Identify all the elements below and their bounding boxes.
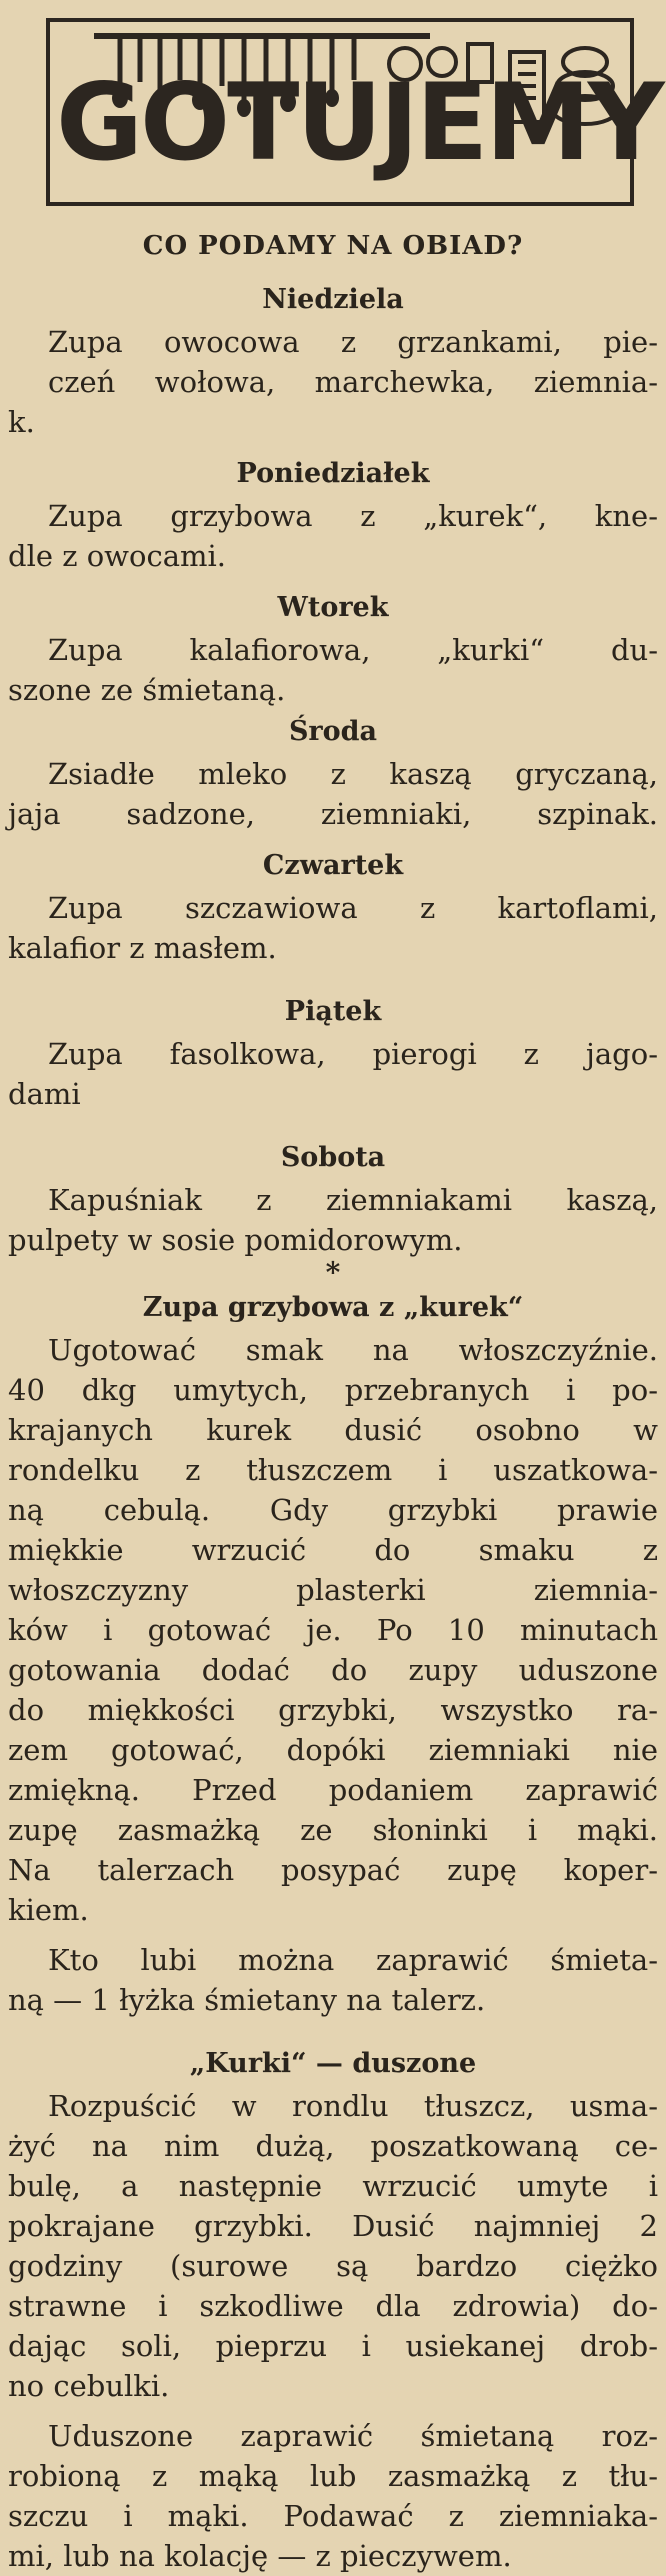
paragraph-line: rondelku z tłuszczem i uszatkowa- xyxy=(8,1453,658,1487)
paragraph-line: Kto lubi można zaprawić śmieta- xyxy=(48,1943,658,1977)
menu-line: Zupa szczawiowa z kartoflami, xyxy=(48,891,658,925)
paragraph-line: ków i gotować je. Po 10 minutach xyxy=(8,1613,658,1647)
day-menu-wednesday xyxy=(0,710,666,834)
paragraph-line: 40 dkg umytych, przebranych i po- xyxy=(8,1373,658,1407)
article-body xyxy=(0,226,666,2576)
paragraph-line: robioną z mąką lub zasmażką z tłu- xyxy=(8,2459,658,2493)
day-menu-tuesday xyxy=(0,586,666,710)
paragraph-line: godziny (surowe są bardzo ciężko xyxy=(8,2249,658,2283)
recipe-stewed-chanterelles xyxy=(0,2042,666,2576)
menu-line: k. xyxy=(8,405,35,439)
paragraph-line: Rozpuścić w rondlu tłuszcz, usma- xyxy=(48,2089,658,2123)
menu-line: szone ze śmietaną. xyxy=(8,673,286,707)
paragraph-line: dając soli, pieprzu i usiekanej drob- xyxy=(8,2329,658,2363)
paragraph-line: miękkie wrzucić do smaku z xyxy=(8,1533,658,1567)
paragraph-line: pokrajane grzybki. Dusić najmniej 2 xyxy=(8,2209,658,2243)
menu-line: dle z owocami. xyxy=(8,539,226,573)
recipe-mushroom-soup xyxy=(0,1286,666,2020)
article-title: CO PODAMY NA OBIAD? xyxy=(142,231,524,261)
menu-line: czeń wołowa, marchewka, ziemnia- xyxy=(48,365,658,399)
day-menu-saturday xyxy=(0,1136,666,1260)
logo-wordmark: GOTUJEMY xyxy=(56,61,662,184)
paragraph-line: strawne i szkodliwe dla zdrowia) do- xyxy=(8,2289,658,2323)
paragraph-line: Na talerzach posypać zupę koper- xyxy=(8,1853,658,1887)
recipe-heading: „Kurki“ — duszone xyxy=(189,2048,477,2079)
paragraph-line: mi, lub na kolację — z pieczywem. xyxy=(8,2539,512,2573)
day-heading: Sobota xyxy=(280,1142,386,1173)
paragraph-line: Ugotować smak na włoszczyźnie. xyxy=(48,1333,658,1367)
menu-line: Zsiadłe mleko z kaszą gryczaną, xyxy=(48,757,658,791)
paragraph-line: zupę zasmażką ze słoninki i mąki. xyxy=(8,1813,658,1847)
menu-line: pulpety w sosie pomidorowym. xyxy=(8,1223,463,1257)
day-heading: Poniedziałek xyxy=(236,458,430,489)
day-heading: Wtorek xyxy=(277,592,389,623)
menu-line: Zupa fasolkowa, pierogi z jago- xyxy=(48,1037,658,1071)
day-menu-thursday xyxy=(0,844,666,968)
menu-line: kalafior z masłem. xyxy=(8,931,277,965)
paragraph-line: krajanych kurek dusić osobno w xyxy=(8,1413,658,1447)
menu-line: Kapuśniak z ziemniakami kaszą, xyxy=(48,1183,658,1217)
paragraph-line: bulę, a następnie wrzucić umyte i xyxy=(8,2169,658,2203)
paragraph-line: do miękkości grzybki, wszystko ra- xyxy=(8,1693,658,1727)
paragraph-line: zem gotować, dopóki ziemniaki nie xyxy=(8,1733,658,1767)
paragraph-line: szczu i mąki. Podawać z ziemniaka- xyxy=(8,2499,658,2533)
paragraph-line: ną — 1 łyżka śmietany na talerz. xyxy=(8,1983,486,2017)
menu-line: dami xyxy=(8,1077,81,1111)
menu-line: Zupa grzybowa z „kurek“, kne- xyxy=(48,499,658,533)
day-heading: Piątek xyxy=(284,996,382,1027)
masthead-logo xyxy=(46,18,662,206)
day-menu-sunday xyxy=(0,278,666,442)
paragraph-line: gotowania dodać do zupy uduszone xyxy=(8,1653,658,1687)
menu-line: Zupa owocowa z grzankami, pie- xyxy=(48,325,658,359)
day-heading: Niedziela xyxy=(262,284,404,315)
paragraph-line: zmiękną. Przed podaniem zaprawić xyxy=(8,1773,658,1807)
paragraph-line: Uduszone zaprawić śmietaną roz- xyxy=(48,2419,658,2453)
paragraph-line: kiem. xyxy=(8,1893,89,1927)
paragraph-line: no cebulki. xyxy=(8,2369,170,2403)
day-menu-monday xyxy=(0,452,666,576)
paragraph-line: żyć na nim dużą, poszatkowaną ce- xyxy=(8,2129,658,2163)
separator-asterisk: * xyxy=(325,1256,341,1289)
recipe-heading: Zupa grzybowa z „kurek“ xyxy=(142,1292,524,1323)
menu-line: jaja sadzone, ziemniaki, szpinak. xyxy=(8,797,658,831)
day-heading: Czwartek xyxy=(262,850,404,881)
day-menu-friday xyxy=(0,990,666,1114)
paragraph-line: ną cebulą. Gdy grzybki prawie xyxy=(8,1493,658,1527)
paragraph-line: włoszczyzny plasterki ziemnia- xyxy=(8,1573,658,1607)
day-heading: Środa xyxy=(288,716,378,747)
menu-line: Zupa kalafiorowa, „kurki“ du- xyxy=(48,633,658,667)
